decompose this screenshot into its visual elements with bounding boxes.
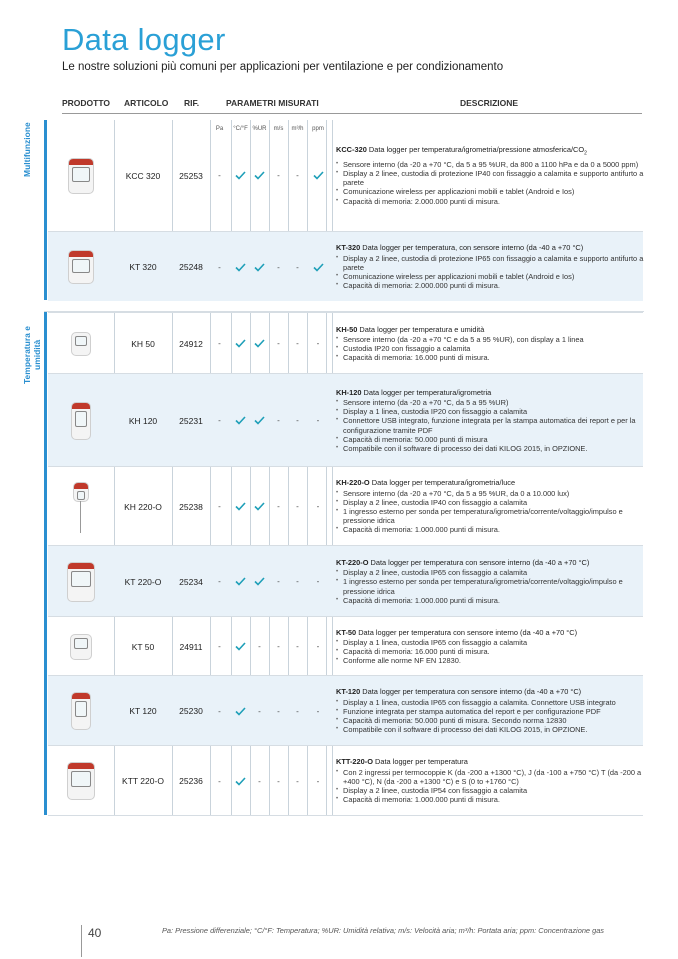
description-cell [332, 546, 644, 617]
param-empty: - [258, 706, 261, 716]
col-articolo: ARTICOLO [124, 98, 169, 108]
list-item: • Compatibile con il software di processo dei dati KILOG 2015, in OPZIONE. [336, 725, 616, 734]
data-logger-device-icon [71, 332, 91, 356]
list-item: • Conforme alle norme NF EN 12830. [336, 656, 527, 665]
description-list [336, 489, 644, 535]
list-item: • Capacità di memoria: 2.000.000 punti di misura. [336, 197, 644, 206]
model-name: KT-320 [336, 243, 361, 253]
description-cell [332, 746, 644, 816]
check-icon [250, 467, 269, 546]
description-title-text: Data logger per temperatura/igrometria [361, 387, 492, 397]
list-item: • Display a 1 linea, custodia IP65 con fissaggio a calamita [336, 638, 527, 647]
rif-cell: 25248 [179, 262, 203, 272]
product-image [48, 313, 114, 374]
description-title [336, 628, 577, 637]
param-empty: - [296, 171, 299, 180]
list-item: • Capacità di memoria: 2.000.000 punti di misura. [336, 281, 644, 290]
check-icon [231, 676, 250, 746]
model-name: KT-220-O [336, 557, 369, 567]
check-icon [250, 120, 269, 231]
list-item: • Capacità di memoria: 1.000.000 punti di misura. [336, 596, 644, 605]
data-logger-device-icon [73, 482, 89, 502]
product-image [48, 374, 114, 467]
check-icon [307, 120, 329, 231]
param-empty: - [218, 776, 221, 786]
param-empty: - [277, 706, 280, 716]
table-row [48, 373, 643, 467]
page-number: 40 [88, 926, 102, 940]
articolo-cell: KTT 220-O [122, 776, 164, 786]
table-end-divider [48, 815, 643, 816]
list-item: • Custodia IP20 con fissaggio a calamita [336, 344, 584, 353]
param-empty: - [277, 339, 280, 348]
check-icon [250, 374, 269, 467]
list-item: • 1 ingresso esterno per sonda per temperatura/igrometria/corrente/voltaggio/impulso e pressione idrica [336, 507, 644, 525]
description-list [336, 638, 527, 666]
list-item: • Sensore interno (da -20 a +70 °C e da 5 a 95 %UR), con display a 1 linea [336, 335, 584, 344]
param-empty: - [277, 502, 280, 511]
list-item: • Comunicazione wireless per applicazioni mobili e tablet (Android e Ios) [336, 187, 644, 196]
list-item: • Con 2 ingressi per termocoppie K (da -200 a +1300 °C), J (da -100 a +750 °C) T (da -200 a +400 °C), N (da -200 a +1300 °C) e S (0 to +1760 °C) [336, 768, 644, 786]
product-image [48, 676, 114, 746]
rif-cell: 24912 [179, 338, 203, 349]
description-cell [332, 617, 644, 676]
check-icon [231, 232, 250, 302]
description-cell [332, 232, 644, 302]
param-empty: - [218, 416, 221, 425]
list-item: • Display a 1 linea, custodia IP20 con fissaggio a calamita [336, 407, 644, 416]
check-icon [231, 120, 250, 231]
description-title-text: Data logger per temperatura con sensore interno (da -40 a +70 °C) [368, 557, 590, 567]
description-title-text: Data logger per temperatura e umidità [357, 324, 485, 334]
param-empty: - [316, 642, 320, 651]
list-item: • Capacità di memoria: 16.000 punti di misura. [336, 647, 527, 656]
product-image [48, 467, 114, 546]
list-item: • Display a 2 linee, custodia di protezione IP40 con fissaggio a calamita e supporto antifurto a parete [336, 169, 644, 187]
description-list [336, 254, 644, 291]
product-image [48, 546, 114, 617]
list-item: • Sensore interno (da -20 a +70 °C, da 5 a 95 %UR, da 800 a 1100 hPa e da 0 a 5000 ppm) [336, 160, 644, 169]
description-list [336, 335, 584, 363]
product-table [48, 120, 643, 815]
list-item: • Display a 2 linee, custodia IP40 con fissaggio a calamita [336, 498, 644, 507]
product-image [48, 746, 114, 816]
description-list [336, 160, 644, 206]
check-icon [250, 546, 269, 617]
param-empty: - [218, 339, 221, 348]
param-empty: - [296, 776, 299, 786]
model-name: KT-120 [336, 687, 361, 697]
model-name: KT-50 [336, 627, 357, 637]
section-bar-multifunzione [44, 120, 47, 300]
list-item: • Display a 2 linee, custodia di protezione IP65 con fissaggio a calamita e supporto antifurto a parete [336, 254, 644, 272]
param-empty: - [218, 262, 221, 272]
description-title-text: Data logger per temperatura, con sensore interno (da -40 a +70 °C) [360, 243, 584, 253]
col-parametri: PARAMETRI MISURATI [226, 98, 319, 108]
table-row [48, 466, 643, 546]
table-row [48, 120, 643, 231]
model-name: KCC-320 [336, 145, 367, 155]
param-empty: - [316, 577, 320, 586]
section-label-temperatura: Temperatura e umidità [22, 326, 42, 384]
articolo-cell: KCC 320 [125, 170, 161, 181]
list-item: • Capacità di memoria: 1.000.000 punti di misura. [336, 525, 644, 534]
section-bar-temperatura [44, 310, 47, 815]
header-divider [62, 113, 642, 114]
articolo-cell: KH 120 [128, 415, 158, 426]
table-row [48, 231, 643, 302]
param-empty: - [277, 171, 280, 180]
model-name: KTT-220-O [336, 757, 373, 767]
list-item: • Display a 2 linee, custodia IP65 con fissaggio a calamita [336, 568, 644, 577]
check-icon [231, 374, 250, 467]
list-item: • Display a 2 linee, custodia IP54 con fissaggio a calamita [336, 786, 644, 795]
description-cell [332, 374, 644, 467]
description-title-text: Data logger per temperatura con sensore interno (da -40 a +70 °C) [360, 687, 582, 697]
description-title [336, 757, 468, 766]
rif-cell: 24911 [179, 641, 203, 652]
articolo-cell: KH 220-O [124, 501, 162, 512]
rif-cell: 25231 [179, 415, 203, 426]
table-row [48, 675, 643, 746]
param-empty: - [218, 577, 221, 586]
param-empty: - [258, 776, 261, 786]
param-empty: - [296, 642, 299, 651]
page-subtitle: Le nostre soluzioni più comuni per applicazioni per ventilazione e per condizionamento [62, 61, 504, 73]
param-empty: - [316, 339, 320, 348]
description-list [336, 398, 644, 453]
param-empty: - [218, 502, 221, 511]
param-empty: - [296, 339, 299, 348]
param-header: %UR [252, 126, 267, 132]
check-icon [231, 546, 250, 617]
articolo-cell: KT 120 [129, 706, 157, 716]
description-title-subscript: 2 [584, 150, 587, 157]
list-item: • Capacità di memoria: 16.000 punti di misura. [336, 353, 584, 362]
articolo-cell: KT 50 [131, 641, 155, 652]
data-logger-device-icon [67, 762, 95, 800]
list-item: • Sensore interno (da -20 a +70 °C, da 5 a 95 %UR) [336, 398, 644, 407]
check-icon [307, 232, 329, 302]
check-icon [231, 746, 250, 816]
description-title-text: Data logger per temperatura/igrometria/luce [369, 478, 516, 488]
list-item: • Funzione integrata per stampa automatica del report e per configurazione PDF [336, 707, 616, 716]
list-item: • Capacità di memoria: 50.000 punti di misura [336, 435, 644, 444]
list-item: • Compatibile con il software di processo dei dati KILOG 2015, in OPZIONE. [336, 444, 644, 453]
table-row [48, 545, 643, 617]
param-empty: - [296, 577, 299, 586]
param-empty: - [296, 416, 299, 425]
list-item: • Comunicazione wireless per applicazioni mobili e tablet (Android e Ios) [336, 272, 644, 281]
list-item: • Capacità di memoria: 50.000 punti di misura. Secondo norma 12830 [336, 716, 616, 725]
rif-cell: 25234 [179, 576, 203, 587]
articolo-cell: KT 220-O [124, 576, 162, 587]
articolo-cell: KH 50 [131, 338, 155, 349]
description-cell [332, 313, 644, 374]
list-item: • Display a 1 linea, custodia IP65 con fissaggio a calamita. Connettore USB integrato [336, 698, 616, 707]
description-title-text: Data logger per temperatura [372, 757, 468, 767]
rif-cell: 25253 [179, 170, 203, 181]
description-title [336, 243, 583, 252]
model-name: KH-120 [336, 387, 362, 397]
product-image [48, 617, 114, 676]
description-title-text: Data logger per temperatura/igrometria/pressione atmosferica/CO [366, 145, 585, 155]
model-name: KH-220-O [336, 478, 370, 488]
param-empty: - [296, 706, 299, 716]
check-icon [250, 232, 269, 302]
description-cell [332, 467, 644, 546]
param-empty: - [316, 416, 320, 425]
param-empty: - [316, 706, 320, 716]
check-icon [231, 313, 250, 374]
data-logger-device-icon [67, 562, 95, 602]
param-empty: - [316, 776, 320, 786]
param-empty: - [296, 502, 299, 511]
description-list [336, 768, 644, 805]
param-empty: - [218, 642, 221, 651]
data-logger-device-icon [68, 250, 94, 284]
description-title [336, 388, 491, 397]
param-empty: - [296, 262, 299, 272]
table-row [48, 616, 643, 676]
col-prodotto: PRODOTTO [62, 98, 111, 108]
model-name: KH-50 [336, 324, 358, 334]
table-row [48, 312, 643, 374]
param-empty: - [277, 262, 280, 272]
list-item: • Capacità di memoria: 1.000.000 punti di misura. [336, 795, 644, 804]
description-title-text: Data logger per temperatura con sensore interno (da -40 a +70 °C) [356, 627, 578, 637]
param-header: Pa [215, 126, 224, 132]
check-icon [231, 617, 250, 676]
data-logger-device-icon [71, 402, 91, 440]
rif-cell: 25238 [179, 501, 203, 512]
param-empty: - [218, 706, 221, 716]
check-icon [231, 467, 250, 546]
data-logger-device-icon [71, 692, 91, 730]
param-header: m/s [273, 126, 284, 132]
col-rif: RIF. [184, 98, 200, 108]
section-gap [44, 301, 644, 312]
param-empty: - [316, 502, 320, 511]
section-label-multifunzione: Multifunzione [22, 122, 32, 178]
description-cell [332, 120, 644, 231]
param-empty: - [218, 171, 221, 180]
param-empty: - [258, 642, 261, 651]
description-title [336, 325, 484, 334]
param-empty: - [277, 776, 280, 786]
footer-legend: Pa: Pressione differenziale; °C/°F: Temperatura; %UR: Umidità relativa; m/s: Velocità aria; m³/h: Portata aria; ppm: Concentrazione gas [162, 926, 605, 935]
param-header: ppm [312, 126, 324, 132]
check-icon [250, 313, 269, 374]
description-title [336, 145, 587, 159]
articolo-cell: KT 320 [129, 262, 157, 272]
description-title [336, 478, 515, 487]
list-item: • Sensore interno (da -20 a +70 °C, da 5 a 95 %UR, da 0 a 10.000 lux) [336, 489, 644, 498]
product-image [48, 120, 114, 231]
table-row [48, 745, 643, 816]
page-title: Data logger [62, 22, 226, 57]
rif-cell: 25236 [179, 776, 203, 786]
description-list [336, 568, 644, 605]
description-cell [332, 676, 644, 746]
description-title [336, 687, 581, 696]
description-title [336, 558, 589, 567]
footer-rule [81, 925, 82, 957]
param-empty: - [277, 642, 280, 651]
param-header: °C/°F [233, 126, 248, 132]
data-logger-device-icon [68, 158, 94, 194]
rif-cell: 25230 [179, 706, 203, 716]
description-list [336, 698, 616, 735]
data-logger-device-icon [70, 634, 92, 660]
col-descrizione: DESCRIZIONE [460, 98, 519, 108]
param-header: m³/h [291, 126, 304, 132]
product-image [48, 232, 114, 302]
list-item: • Connettore USB integrato, funzione integrata per la stampa automatica dei report e per la configurazione tramite PDF [336, 416, 644, 434]
param-empty: - [277, 577, 280, 586]
param-empty: - [277, 416, 280, 425]
list-item: • 1 ingresso esterno per sonda per temperatura/igrometria/corrente/voltaggio/impulso e pressione idrica [336, 577, 644, 595]
